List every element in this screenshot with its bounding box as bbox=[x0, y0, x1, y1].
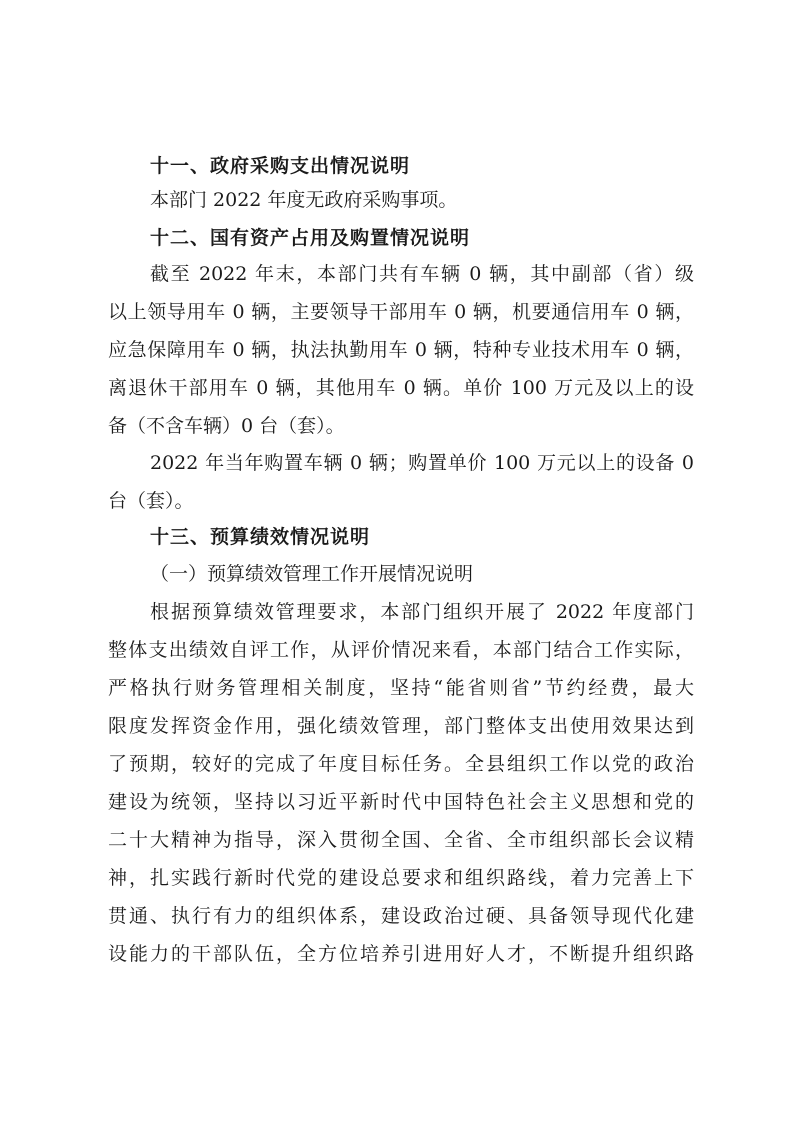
paragraph-line: 离退休干部用车 0 辆，其他用车 0 辆。单价 100 万元及以上的设 bbox=[108, 377, 694, 399]
section-heading-state-assets: 十二、国有资产占用及购置情况说明 bbox=[150, 227, 471, 249]
paragraph-line: 了预期，较好的完成了年度目标任务。全县组织工作以党的政治 bbox=[108, 753, 694, 775]
paragraph-line: 2022 年当年购置车辆 0 辆；购置单价 100 万元以上的设备 0 bbox=[150, 452, 694, 474]
paragraph-line: 以上领导用车 0 辆，主要领导干部用车 0 辆，机要通信用车 0 辆， bbox=[108, 301, 694, 323]
section-heading-procurement: 十一、政府采购支出情况说明 bbox=[150, 155, 411, 177]
paragraph-procurement bbox=[108, 181, 694, 219]
paragraph-line: 截至 2022 年末，本部门共有车辆 0 辆，其中副部（省）级 bbox=[150, 263, 694, 285]
paragraph-line: 整体支出绩效自评工作，从评价情况来看，本部门结合工作实际， bbox=[108, 639, 694, 661]
section-heading-performance: 十三、预算绩效情况说明 bbox=[150, 526, 371, 548]
paragraph-line: 应急保障用车 0 辆，执法执勤用车 0 辆，特种专业技术用车 0 辆， bbox=[108, 339, 694, 361]
paragraph-line: 建设为统领，坚持以习近平新时代中国特色社会主义思想和党的 bbox=[108, 791, 694, 813]
paragraph-line: 二十大精神为指导，深入贯彻全国、全省、全市组织部长会议精 bbox=[108, 829, 694, 851]
paragraph-vehicles bbox=[108, 255, 694, 445]
paragraph-line: 备（不含车辆）0 台（套）。 bbox=[108, 415, 345, 437]
paragraph-line: 严格执行财务管理相关制度，坚持“能省则省”节约经费，最大 bbox=[108, 677, 694, 699]
paragraph-line: 设能力的干部队伍，全方位培养引进用好人才，不断提升组织路 bbox=[108, 943, 694, 965]
paragraph-line: 根据预算绩效管理要求，本部门组织开展了 2022 年度部门 bbox=[150, 601, 694, 623]
paragraph-line: 限度发挥资金作用，强化绩效管理，部门整体支出使用效果达到 bbox=[108, 715, 694, 737]
paragraph-line: 台（套）。 bbox=[108, 490, 194, 512]
paragraph-purchases bbox=[108, 444, 694, 520]
subsection-heading-performance-management: （一）预算绩效管理工作开展情况说明 bbox=[150, 563, 474, 585]
paragraph-performance bbox=[108, 593, 694, 973]
paragraph-line: 贯通、执行有力的组织体系，建设政治过硬、具备领导现代化建 bbox=[108, 905, 694, 927]
paragraph-line: 本部门 2022 年度无政府采购事项。 bbox=[150, 189, 458, 211]
paragraph-line: 神，扎实践行新时代党的建设总要求和组织路线，着力完善上下 bbox=[108, 867, 694, 889]
